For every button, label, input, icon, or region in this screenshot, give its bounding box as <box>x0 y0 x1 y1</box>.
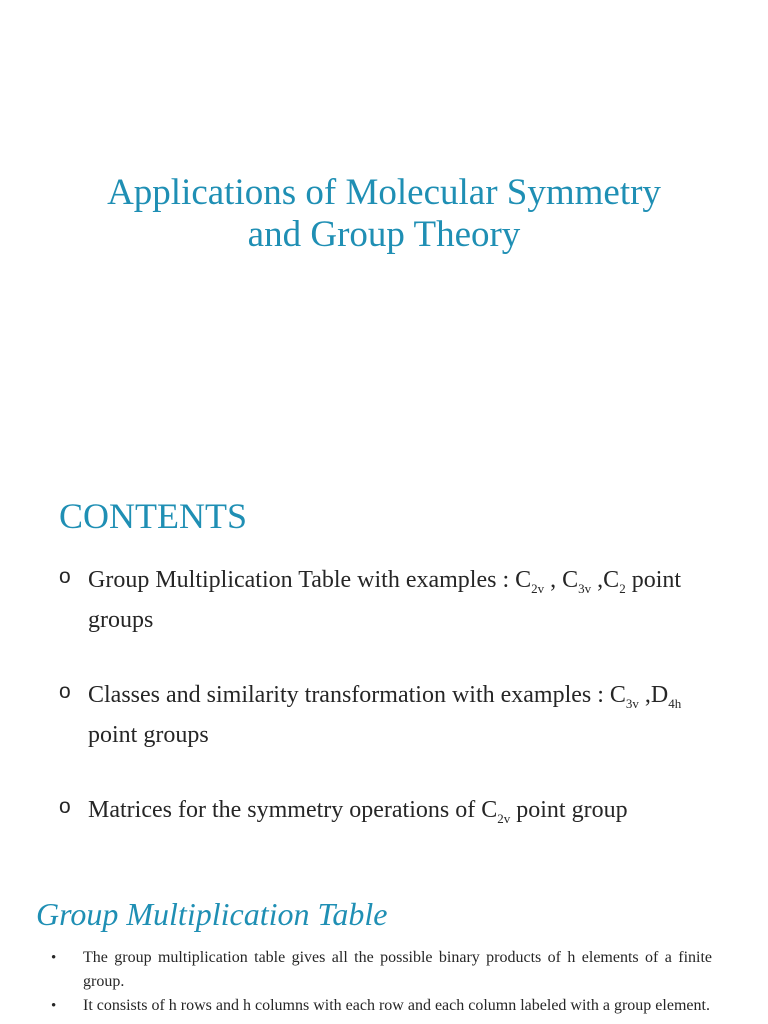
list-item <box>51 994 712 1018</box>
subscript: 3v <box>625 696 639 711</box>
item-text: Matrices for the symmetry operations of C <box>88 797 498 823</box>
item-text: point groups <box>88 567 682 633</box>
contents-item-matrices <box>59 790 729 830</box>
item-text: , C <box>544 567 579 593</box>
page-title <box>0 172 768 256</box>
list-bullet: o <box>59 565 71 588</box>
body-bullet-list <box>51 946 712 1018</box>
list-bullet: o <box>59 680 71 703</box>
contents-list <box>59 560 729 830</box>
list-bullet: o <box>59 795 71 818</box>
contents-item-multiplication-table <box>59 560 729 640</box>
list-bullet: • <box>51 998 57 1014</box>
subscript: 2v <box>497 811 511 826</box>
bullet-text: The group multiplication table gives all the possible binary products of h elements of a finite group. <box>83 949 712 990</box>
subscript: 4h <box>668 696 682 711</box>
list-bullet: • <box>51 950 57 966</box>
item-text: Classes and similarity transformation with examples : C <box>88 682 626 708</box>
contents-heading: CONTENTS <box>59 496 247 536</box>
title-line-2: and Group Theory <box>247 214 521 255</box>
bullet-text: It consists of h rows and h columns with each row and each column labeled with a group element. <box>83 997 710 1014</box>
item-text: ,C <box>591 567 620 593</box>
item-text: ,D <box>638 682 669 708</box>
item-text: point group <box>510 797 628 823</box>
title-line-1: Applications of Molecular Symmetry <box>107 172 661 213</box>
section-heading: Group Multiplication Table <box>36 896 388 932</box>
subscript: 2v <box>531 581 545 596</box>
subscript: 3v <box>578 581 592 596</box>
item-text: Group Multiplication Table with examples : C <box>88 567 532 593</box>
contents-item-classes <box>59 675 729 755</box>
item-text: point groups <box>88 722 209 748</box>
list-item <box>51 946 712 994</box>
subscript: 2 <box>619 581 626 596</box>
